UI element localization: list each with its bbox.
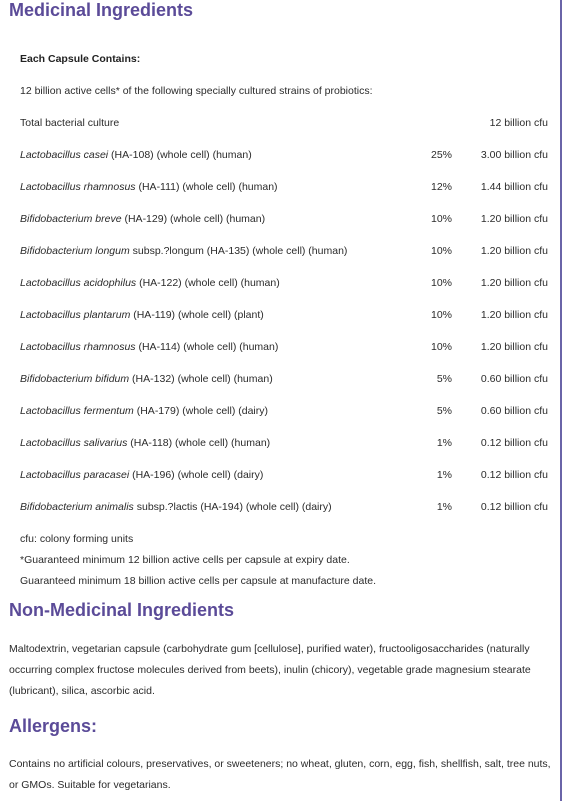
species-name: Bifidobacterium longum: [20, 245, 130, 257]
strain-amount: 1.20 billion cfu: [480, 245, 548, 257]
strain-detail: (HA-122) (whole cell) (human): [136, 277, 280, 289]
strain-detail: (HA-119) (whole cell) (plant): [130, 309, 264, 321]
footnote-manufacture: Guaranteed minimum 18 billion active cells per capsule at manufacture date.: [20, 575, 377, 587]
table-row: [0, 309, 562, 329]
strain-detail: (HA-132) (whole cell) (human): [129, 373, 273, 385]
strain-amount: 0.60 billion cfu: [480, 373, 548, 385]
total-label: Total bacterial culture: [20, 117, 120, 129]
table-row: [0, 149, 562, 169]
strain-detail: subsp.?lactis (HA-194) (whole cell) (dairy): [133, 501, 332, 513]
species-name: Lactobacillus casei: [20, 149, 109, 161]
strain-amount: 0.12 billion cfu: [480, 501, 548, 513]
strain-percent: 1%: [436, 437, 452, 449]
strain-detail: (HA-114) (whole cell) (human): [135, 341, 279, 353]
strain-percent: 12%: [430, 181, 452, 193]
strain-amount: 3.00 billion cfu: [480, 149, 548, 161]
strain-amount: 1.20 billion cfu: [480, 213, 548, 225]
strain-percent: 10%: [430, 213, 452, 225]
strain-amount: 0.60 billion cfu: [480, 405, 548, 417]
strain-detail: (HA-179) (whole cell) (dairy): [133, 405, 269, 417]
strain-amount: 1.20 billion cfu: [480, 341, 548, 353]
strain-percent: 1%: [436, 469, 452, 481]
species-name: Lactobacillus paracasei: [20, 469, 130, 481]
table-row: [0, 181, 562, 201]
species-name: Lactobacillus rhamnosus: [20, 341, 136, 353]
strain-detail: (HA-118) (whole cell) (human): [127, 437, 271, 449]
table-row: [0, 245, 562, 265]
strain-percent: 10%: [430, 309, 452, 321]
strain-percent: 10%: [430, 341, 452, 353]
strain-detail: (HA-196) (whole cell) (dairy): [129, 469, 264, 481]
species-name: Lactobacillus fermentum: [20, 405, 134, 417]
non-medicinal-heading: Non-Medicinal Ingredients: [9, 600, 235, 620]
strain-amount: 0.12 billion cfu: [480, 469, 548, 481]
capsule-label: Each Capsule Contains:: [20, 53, 141, 65]
medicinal-heading: Medicinal Ingredients: [9, 0, 194, 20]
table-row: [0, 469, 562, 489]
total-amount: 12 billion cfu: [489, 117, 548, 129]
species-name: Bifidobacterium bifidum: [20, 373, 130, 385]
strain-percent: 10%: [430, 245, 452, 257]
strain-amount: 1.20 billion cfu: [480, 309, 548, 321]
strain-amount: 1.44 billion cfu: [480, 181, 548, 193]
table-row: [0, 277, 562, 297]
allergens-heading: Allergens:: [9, 716, 98, 736]
species-name: Lactobacillus acidophilus: [20, 277, 137, 289]
strain-percent: 10%: [430, 277, 452, 289]
strain-amount: 1.20 billion cfu: [480, 277, 548, 289]
table-row: [0, 341, 562, 361]
table-row: [0, 213, 562, 233]
non-medicinal-text: Maltodextrin, vegetarian capsule (carbohydrate gum [cellulose], purified water), fructooligosaccharides (naturally occurring complex fructose molecules derived from beets), inulin (chicory), vegetable grade magnesium stearate (lubricant), silica, ascorbic acid.: [9, 643, 531, 697]
table-row: [0, 437, 562, 457]
strain-detail: (HA-111) (whole cell) (human): [135, 181, 278, 193]
strain-percent: 1%: [436, 501, 452, 513]
strain-detail: (HA-108) (whole cell) (human): [108, 149, 252, 161]
table-row: [0, 405, 562, 425]
footnote-cfu: cfu: colony forming units: [20, 533, 134, 545]
table-row: [0, 373, 562, 393]
strain-detail: (HA-129) (whole cell) (human): [121, 213, 266, 225]
strain-percent: 5%: [436, 373, 452, 385]
species-name: Bifidobacterium animalis: [20, 501, 134, 513]
species-name: Lactobacillus salivarius: [20, 437, 128, 449]
strain-percent: 25%: [430, 149, 452, 161]
strain-percent: 5%: [436, 405, 452, 417]
table-row: [0, 501, 562, 521]
allergens-text: Contains no artificial colours, preservatives, or sweeteners; no wheat, gluten, corn, egg, fish, shellfish, salt, tree nuts, or GMOs. Suitable for vegetarians.: [9, 758, 551, 791]
species-name: Lactobacillus plantarum: [20, 309, 131, 321]
total-row: [0, 117, 562, 137]
footnote-expiry: *Guaranteed minimum 12 billion active cells per capsule at expiry date.: [20, 554, 350, 566]
strain-amount: 0.12 billion cfu: [480, 437, 548, 449]
species-name: Bifidobacterium breve: [20, 213, 122, 225]
strain-detail: subsp.?longum (HA-135) (whole cell) (human): [129, 245, 348, 257]
species-name: Lactobacillus rhamnosus: [20, 181, 136, 193]
intro-text: 12 billion active cells* of the following specially cultured strains of probiotics:: [20, 85, 373, 97]
